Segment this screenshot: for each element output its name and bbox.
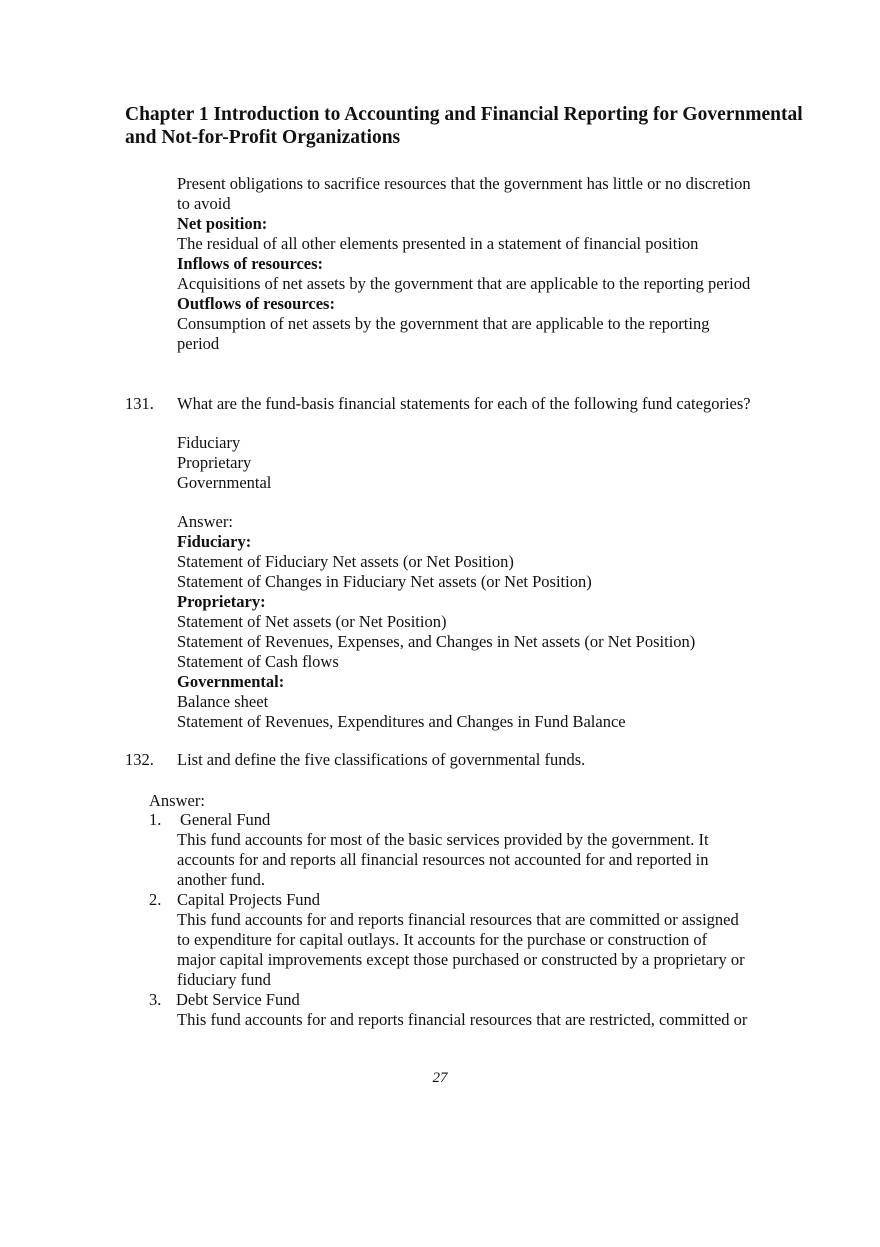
fund-name: General Fund (180, 810, 271, 829)
category-item: Proprietary (177, 453, 252, 472)
fund-description-line: This fund accounts for and reports financial resources that are restricted, committed or (177, 1010, 748, 1029)
statement-item: Statement of Cash flows (177, 652, 339, 671)
fund-name: Capital Projects Fund (177, 890, 320, 909)
fund-name: Debt Service Fund (176, 990, 300, 1009)
net-position-heading: Net position: (177, 214, 268, 233)
outflows-definition-line-1: Consumption of net assets by the government that are applicable to the reporting (177, 314, 710, 333)
inflows-definition: Acquisitions of net assets by the government that are applicable to the reporting period (177, 274, 751, 293)
question-131-text: What are the fund-basis financial statements for each of the following fund categories? (177, 394, 751, 413)
answer-132-label: Answer: (149, 791, 205, 810)
statement-item: Statement of Net assets (or Net Position) (177, 612, 447, 631)
statement-item: Statement of Changes in Fiduciary Net assets (or Net Position) (177, 572, 592, 591)
category-item: Governmental (177, 473, 272, 492)
fund-description-line: another fund. (177, 870, 265, 889)
fund-description-line: fiduciary fund (177, 970, 271, 989)
fund-description-line: accounts for and reports all financial resources not accounted for and reported in (177, 850, 709, 869)
category-item: Fiduciary (177, 433, 241, 452)
fiduciary-heading: Fiduciary: (177, 532, 252, 551)
fund-number: 2. (149, 890, 162, 909)
governmental-heading: Governmental: (177, 672, 285, 691)
chapter-title: Chapter 1 Introduction to Accounting and Financial Reporting for Governmental and Not-for-Profit Organizations (125, 104, 803, 148)
liabilities-definition-line-2: to avoid (177, 194, 231, 213)
proprietary-heading: Proprietary: (177, 592, 266, 611)
question-131-number: 131. (125, 394, 154, 413)
statement-item: Statement of Revenues, Expenses, and Changes in Net assets (or Net Position) (177, 632, 696, 651)
statement-item: Balance sheet (177, 692, 269, 711)
fund-description-line: to expenditure for capital outlays. It accounts for the purchase or construction of (177, 930, 708, 949)
outflows-heading: Outflows of resources: (177, 294, 335, 313)
statement-item: Statement of Fiduciary Net assets (or Net Position) (177, 552, 514, 571)
question-132-text: List and define the five classifications of governmental funds. (177, 750, 586, 769)
inflows-heading: Inflows of resources: (177, 254, 324, 273)
net-position-definition: The residual of all other elements presented in a statement of financial position (177, 234, 699, 253)
question-132-number: 132. (125, 750, 154, 769)
fund-number: 1. (149, 810, 162, 829)
fund-description-line: This fund accounts for and reports financial resources that are committed or assigned (177, 910, 739, 929)
fund-description-line: major capital improvements except those purchased or constructed by a proprietary or (177, 950, 745, 969)
fund-number: 3. (149, 990, 162, 1009)
outflows-definition-line-2: period (177, 334, 220, 353)
answer-131-label: Answer: (177, 512, 233, 531)
liabilities-definition-line-1: Present obligations to sacrifice resources that the government has little or no discretion (177, 174, 751, 193)
fund-description-line: This fund accounts for most of the basic services provided by the government. It (177, 830, 709, 849)
page-number: 27 (432, 1070, 448, 1086)
statement-item: Statement of Revenues, Expenditures and Changes in Fund Balance (177, 712, 626, 731)
